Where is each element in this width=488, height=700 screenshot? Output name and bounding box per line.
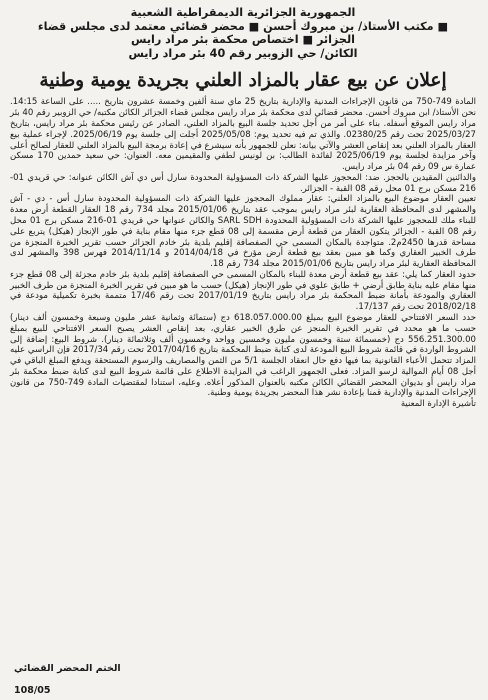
body-paragraph: المادة 749-750 من قانون الإجراءات المدنية والإدارية بتاريخ 25 ماي سنة ألفين وخمسة عشرون بتاريخ ..... على الساعة 14:15. نحن الأستاذ/ ابن مبروك أحسن. محضر قضائي لدى محكمة بئر مراد رايس مجلس قضاء الجزائر الكائن مكتبه/ حي الزوبير رقم 40 بئر مراد رايس الموقع أسفله. بناء على أمر من أجل تحديد جلسة البيع بالمزاد العلني، الصادر عن رئيس محكمة بئر مراد رايس، بتاريخ 2025/03/27 تحت رقم 02380/25. والذي تم فيه تحديد يوم: 2025/05/08 أجلت إلى جلسة يوم 2025/06/19. لإجراء عملية بيع العقار بالمزاد العلني بعد إنقاص العشر والآتي بيانه: نعلن للجمهور بأنه سيشرع في إعادة برمجة البيع بالمزاد العلني للعقار لصالح أعلى وآخر مزايدة لجلسة يوم 2025/06/19 لفائدة الطالب: بن لونيس لطفي والمقيمين معه. العنوان: حي سعيد حمدين 170 مسكن عمارة س 09 رقم 04 بئر مراد رايس. — [10, 97, 477, 173]
admin-visa-line: تأشيرة الإدارة المعنية — [400, 399, 476, 410]
bailiff-office-line: ■ مكتب الأستاذ/ بن مبروك أحسن ■ محضر قضائي معتمد لدى مجلس قضاء — [37, 19, 449, 33]
notice-body — [10, 97, 476, 410]
body-paragraph: حدود العقار كما يلي: عقد بيع قطعة أرض معدة للبناء بالمكان المسمى حي الصفصافة إقليم بلدية بئر خادم مجزئة إلى 08 قطع جزء منها مقام عليه بناية طابق أرضي + طابق علوي في طور الإنجاز (هيكل) حسب ما هو مبين في تقرير الخبرة المنجزة من طرف الخبير العقاري والمودعة بأمانة ضبط المحكمة بئر مراد رايس بتاريخ 2017/01/19 تحت رقم 17/46 متممة بخبرة تكميلية مودعة في 2018/02/18 تحت رقم 17/137. — [10, 269, 476, 313]
document-header — [10, 6, 476, 60]
body-paragraph: تعيين العقار موضوع البيع بالمزاد العلني: عقار مملوك المحجوز عليها الشركة ذات المسؤولية المحدودة سارل أس - دي - آش والمشهر لدى المحافظة العقارية لبئر مراد رايس بموجب عقد بتاريخ 2015/01/06 مجلد 734 رقم 18 العقار القطعة أرض معدة للبناء ملك للمحجوز عليها الشركة ذات المسؤولية المحدودة SARL SDH والكائن عنوانها حي قريدي 01-216 مسكن برج 01 محل رقم 08 القبة - الجزائر يتكون العقار من قطعة أرض مقسمة إلى 08 قطع جزء منها مقام بناية في طور الإنجاز (هيكل) يتربع على مساحة قدرها 2450م2. متواجدة بالمكان المسمى حي الصفصافة إقليم بلدية بئر خادم الجزائر حسب تقرير الخبرة المنجزة من طرف الخبير العقاري وكما هو مبين بعقد بيع قطعة أرض مؤرخ في 2014/04/18 و 2014/11/14 فهرس 398 والمشهر لدى المحافظة العقارية لبئر مراد رايس بتاريخ 2015/01/06 مجلد 734 رقم 18. — [10, 194, 477, 270]
body-paragraph: والدائنين المقيدين بالحجز. ضد: المحجوز عليها الشركة ذات المسؤولية المحدودة سارل أس دي آش الكائن عنوانه: حي قريدي 01-216 مسكن برج 01 محل رقم 08 القبة - الجزائر. — [10, 172, 476, 194]
body-paragraph: حدد السعر الافتتاحي للعقار موضوع البيع بمبلغ 618.057.000.00 دج (ستمائة وثمانية عشر مليون وسبعة وخمسون ألف دينار) حسب ما هو محدد في تقرير الخبرة المنجز عن طرق الخبير عقاري، بعد إنقاص العشر يصبح السعر الافتتاحي للبيع بمبلغ 556.251.300.00 دج (خمسمائة ستة وخمسون مليون وخمسين وواحد وخمسون ألف وثلاثمائة دينار). شروط البيع: إضافة إلى الشروط الواردة في قائمة شروط البيع المودعة لدى كتابة ضبط المحكمة بتاريخ 2017/04/16 تحت رقم 2017/34 فإن الراسي عليه المزاد تتحمل الأعباء القانونية بما فيها دفع حال انعقاد الجلسة 5/1 من الثمن والمصاريف والرسوم المستحقة ويدفع المبلغ الباقي في أجل 08 أيام الموالية لرسو المزاد. فعلى الجمهور الراغب في المزايدة الاطلاع على قائمة شروط البيع لدى كتابة ضبط محكمة بئر مراد رايس أو بديوان المحضر القضائي الكائن مكتبه بالعنوان المذكور أعلاه. وعليه، استنادا لمقتضيات المادة 749-750 من قانون الإجراءات المدنية والإدارية قمنا بإعادة نشر هذا المحضر بجريدة يومية وطنية. — [10, 313, 476, 399]
republic-heading: الجمهورية الجزائرية الديمقراطية الشعبية — [130, 6, 356, 19]
signature-label: الختم المحضر القضائي — [14, 663, 121, 674]
office-address-line: الكائن/ حي الزوبير رقم 40 بئر مراد رايس — [128, 46, 358, 60]
footer-reference: 108/05 — [14, 685, 51, 696]
notice-title: إعلان عن بيع عقار بالمزاد العلني بجريدة يومية وطنية — [39, 70, 447, 92]
legal-notice-page — [10, 6, 477, 696]
jurisdiction-line: الجزائر ■ اختصاص محكمة بئر مراد رايس — [131, 33, 355, 47]
